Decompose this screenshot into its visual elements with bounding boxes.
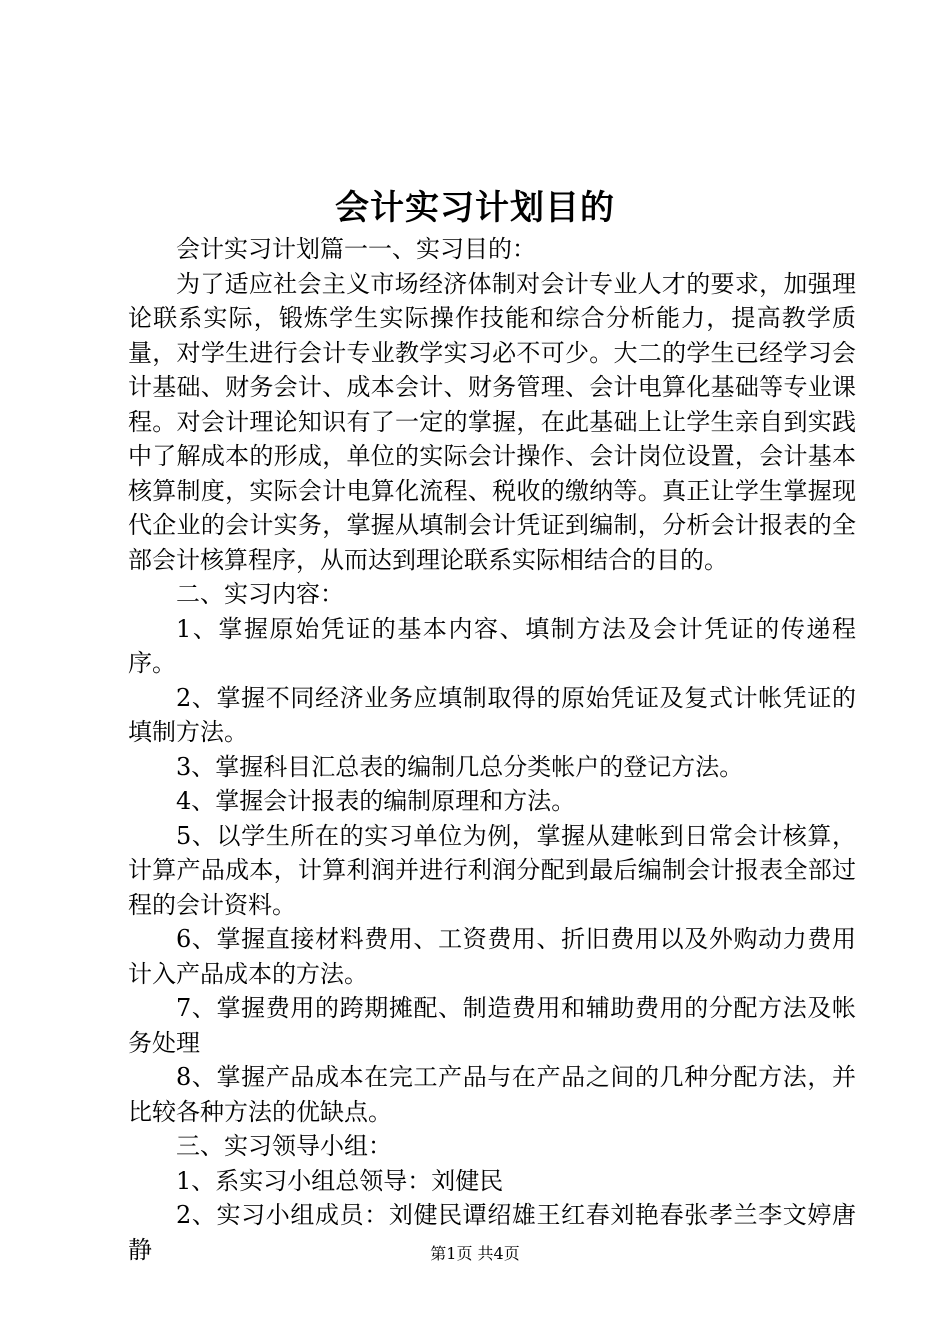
paragraph: 为了适应社会主义市场经济体制对会计专业人才的要求，加强理论联系实际，锻炼学生实际操作技能和综合分析能力，提高教学质量，对学生进行会计专业教学实习必不可少。大二的学生已经学习会计基础、财务会计、成本会计、财务管理、会计电算化基础等专业课程。对会计理论知识有了一定的掌握，在此基础上让学生亲自到实践中了解成本的形成，单位的实际会计操作、会计岗位设置，会计基本核算制度，实际会计电算化流程、税收的缴纳等。真正让学生掌握现代企业的会计实务，掌握从填制会计凭证到编制，分析会计报表的全部会计核算程序，从而达到理论联系实际相结合的目的。 bbox=[128, 269, 856, 574]
paragraph: 7、掌握费用的跨期摊配、制造费用和辅助费用的分配方法及帐务处理 bbox=[128, 994, 856, 1057]
paragraph: 1、系实习小组总领导：刘健民 bbox=[176, 1166, 504, 1195]
paragraph: 5、以学生所在的实习单位为例，掌握从建帐到日常会计核算，计算产品成本，计算利润并进行利润分配到最后编制会计报表全部过程的会计资料。 bbox=[128, 821, 856, 919]
paragraph: 1、掌握原始凭证的基本内容、填制方法及会计凭证的传递程序。 bbox=[128, 614, 856, 677]
paragraph: 8、掌握产品成本在完工产品与在产品之间的几种分配方法，并比较各种方法的优缺点。 bbox=[128, 1063, 856, 1126]
page-indicator: 第1页 共4页 bbox=[430, 1244, 520, 1263]
paragraph: 2、实习小组成员：刘健民谭绍雄王红春刘艳春张孝兰李文婷唐静 bbox=[128, 1201, 856, 1264]
paragraph: 三、实习领导小组： bbox=[176, 1132, 392, 1160]
paragraph: 4、掌握会计报表的编制原理和方法。 bbox=[176, 787, 576, 815]
paragraph: 3、掌握科目汇总表的编制几总分类帐户的登记方法。 bbox=[176, 752, 744, 781]
paragraph: 2、掌握不同经济业务应填制取得的原始凭证及复式计帐凭证的填制方法。 bbox=[128, 683, 856, 746]
paragraph: 二、实习内容： bbox=[176, 580, 344, 608]
paragraph: 会计实习计划篇一一、实习目的： bbox=[176, 235, 536, 263]
page-title: 会计实习计划目的 bbox=[335, 188, 615, 228]
paragraph: 6、掌握直接材料费用、工资费用、折旧费用以及外购动力费用计入产品成本的方法。 bbox=[128, 925, 856, 988]
document-body bbox=[128, 232, 856, 1267]
